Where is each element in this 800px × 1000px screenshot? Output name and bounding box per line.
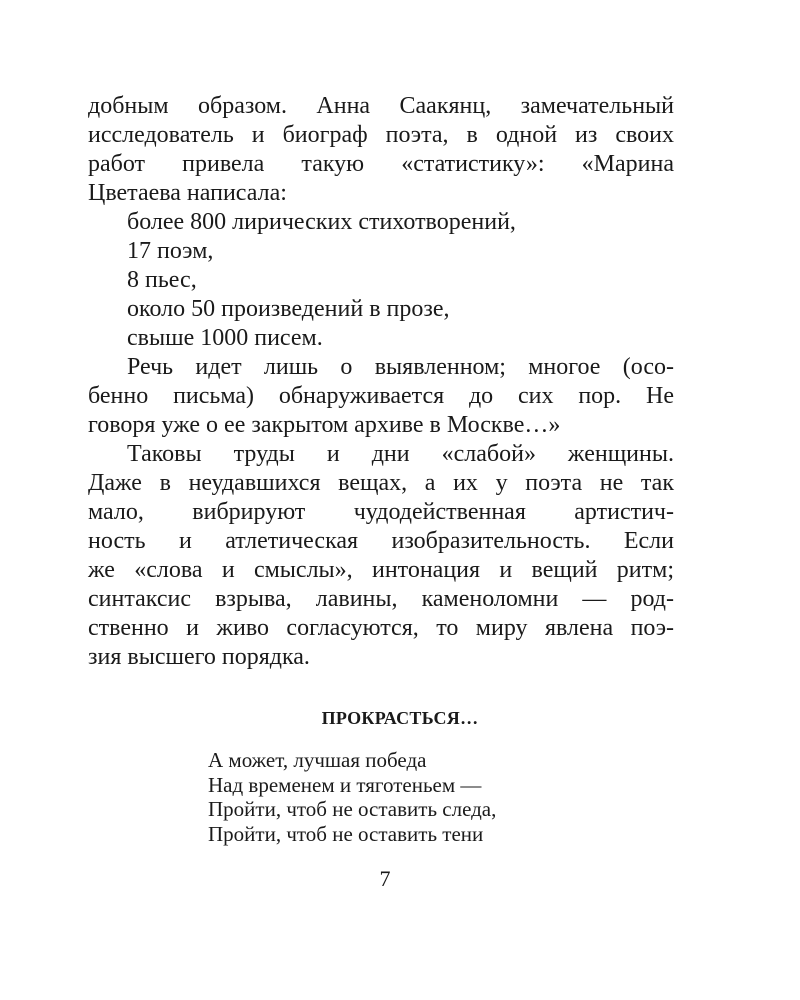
text-line: же «слова и смыслы», интонация и вещий ритм;	[88, 557, 674, 583]
body-text	[88, 92, 674, 672]
text-line: Даже в неудавшихся вещах, а их у поэта не так	[88, 470, 674, 496]
text-line: Цветаева написала:	[88, 180, 287, 206]
text-line: бенно письма) обнаруживается до сих пор. Не	[88, 383, 674, 409]
poem-line: А может, лучшая победа	[208, 748, 427, 772]
section-heading: ПРОКРАСТЬСЯ…	[321, 708, 479, 728]
text-line: синтаксис взрыва, лавины, каменоломни — род-	[88, 586, 674, 612]
text-line: работ привела такую «статистику»: «Марина	[88, 151, 674, 177]
text-line: ственно и живо согласуются, то миру явлена поэ-	[88, 615, 674, 641]
text-line: Таковы труды и дни «слабой» женщины.	[127, 441, 674, 467]
text-line: исследователь и биограф поэта, в одной из своих	[88, 122, 674, 148]
stat-list-item: более 800 лирических стихотворений,	[127, 209, 516, 235]
text-line: мало, вибрируют чудодейственная артистич-	[88, 499, 674, 525]
poem-line: Пройти, чтоб не оставить тени	[208, 821, 484, 846]
poem-stanza	[208, 748, 496, 846]
text-line: Речь идет лишь о выявленном; многое (осо-	[127, 354, 674, 380]
text-line: зия высшего порядка.	[88, 644, 310, 670]
page-number: 7	[379, 866, 391, 891]
text-line: ность и атлетическая изобразительность. Если	[88, 528, 674, 554]
text-line: добным образом. Анна Саакянц, замечательный	[88, 93, 674, 119]
stat-list-item: 17 поэм,	[127, 238, 214, 264]
stat-list-item: 8 пьес,	[127, 267, 197, 293]
poem-line: Над временем и тяготеньем —	[208, 772, 482, 797]
text-line: говоря уже о ее закрытом архиве в Москве…»	[88, 412, 561, 438]
stat-list-item: около 50 произведений в прозе,	[127, 296, 450, 322]
poem-line: Пройти, чтоб не оставить следа,	[208, 797, 497, 821]
stat-list-item: свыше 1000 писем.	[127, 325, 323, 351]
